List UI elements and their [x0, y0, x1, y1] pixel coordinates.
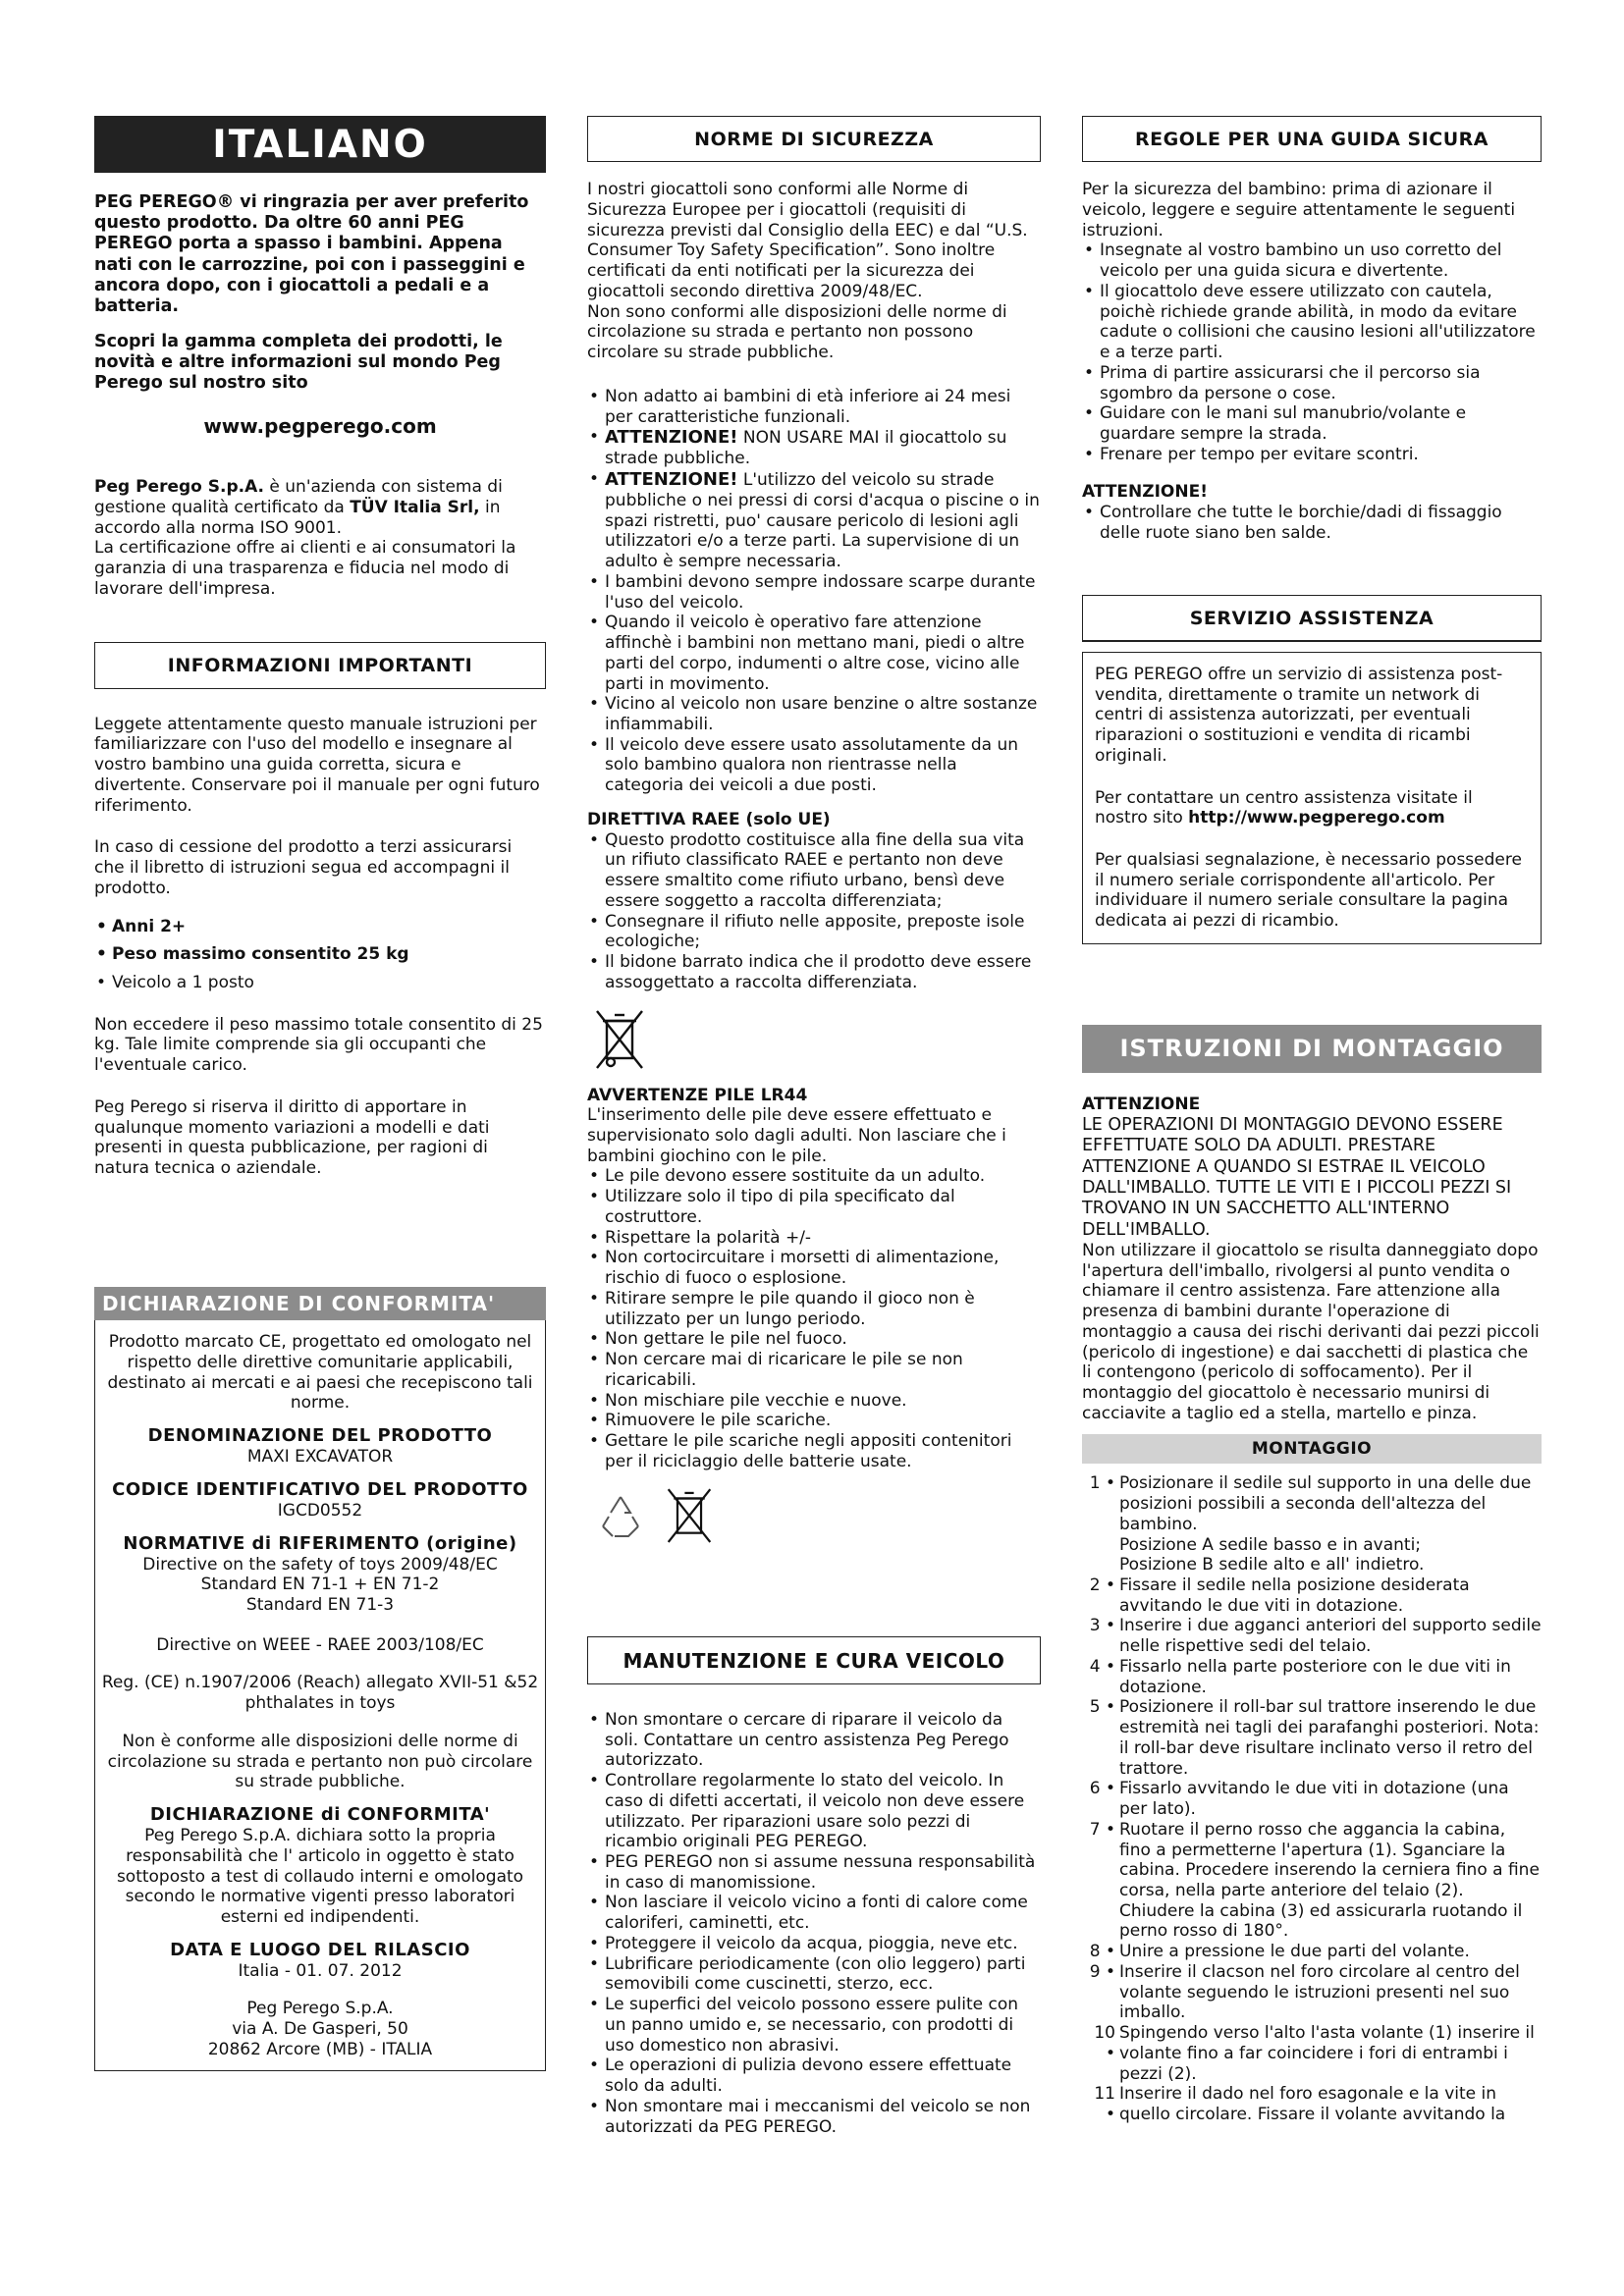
maintenance-item: • Proteggere il veicolo da acqua, pioggia, neve etc.	[587, 1934, 1041, 1954]
raee-item: • Il bidone barrato indica che il prodotto deve essere assoggettato a raccolta differenziata.	[587, 952, 1041, 992]
service-heading: SERVIZIO ASSISTENZA	[1083, 596, 1541, 641]
discover-text: Scopri la gamma completa dei prodotti, le novità e altre informazioni sul mondo Peg Perego sul nostro sito	[94, 331, 503, 394]
rule-item: • Frenare per tempo per evitare scontri.	[1082, 445, 1542, 465]
safe-driving-heading: REGOLE PER UNA GUIDA SICURA	[1082, 116, 1542, 162]
service-paragraph-3: Per qualsiasi segnalazione, è necessario possedere il numero seriale corrispondente all'articolo. Per individuare il numero seriale consultare la pagina dedicata ai pezzi di ricambio.	[1095, 849, 1522, 932]
battery-item: • Non mischiare pile vecchie e nuove.	[587, 1391, 1041, 1412]
battery-symbols	[595, 1485, 1041, 1550]
column-left	[94, 116, 546, 2071]
reach-regulation: Reg. (CE) n.1907/2006 (Reach) allegato XVII-51 &52 phthalates in toys	[101, 1673, 539, 1714]
conformity-label: DICHIARAZIONE di CONFORMITA'	[149, 1804, 491, 1826]
release-date-value: Italia - 01. 07. 2012	[238, 1960, 403, 1981]
maintenance-list	[587, 1710, 1041, 2137]
maintenance-item: • Controllare regolarmente lo stato del veicolo. In caso di difetti accertati, il veicolo non deve essere utilizzato. Per riparazioni usare solo pezzi di ricambio originali PEG PEREGO.	[587, 1771, 1041, 1852]
release-date-label: DATA E LUOGO DEL RILASCIO	[170, 1939, 470, 1960]
intro-text: PEG PEREGO® vi ringrazia per aver preferito questo prodotto. Da oltre 60 anni PEG PEREGO porta a spasso i bambini. Appena nati con le carrozzine, poi con i passeggini e ancora dopo, con i giocattoli a pedali e a batteria.	[94, 191, 529, 317]
assembly-warning: LE OPERAZIONI DI MONTAGGIO DEVONO ESSERE EFFETTUATE SOLO DA ADULTI. PRESTARE ATTENZIONE A QUANDO SI ESTRAE IL VEICOLO DALL'IMBALLO. TUTTE LE VITI E I PICCOLI PEZZI SI TROVANO IN UN SACCHETTO ALL'INTERNO DELL'IMBALLO.	[1082, 1114, 1512, 1240]
battery-item: • Non cercare mai di ricaricare le pile se non ricaricabili.	[587, 1350, 1041, 1390]
product-code-label: CODICE IDENTIFICATIVO DEL PRODOTTO	[112, 1478, 528, 1500]
safety-item: • Vicino al veicolo non usare benzine o altre sostanze infiammabili.	[587, 694, 1041, 734]
reference-norm-1: Directive on the safety of toys 2009/48/EC	[142, 1554, 498, 1575]
maintenance-item: • PEG PEREGO non si assume nessuna responsabilità in caso di manomissione.	[587, 1852, 1041, 1893]
assembly-attention: ATTENZIONE	[1082, 1095, 1201, 1115]
rules-list	[1082, 240, 1542, 464]
maintenance-item: • Lubrificare periodicamente (con olio leggero) parti semovibili come cuscinetti, sterzo, ecc.	[587, 1954, 1041, 1995]
info-paragraph-1: Leggete attentamente questo manuale istruzioni per familiarizzare con l'uso del modello e insegnare al vostro bambino una guida corretta, sicura e divertente. Conservare poi il manuale per ogni futuro riferimento.	[94, 714, 540, 816]
service-paragraph-2: Per contattare un centro assistenza visitate il nostro sito http://www.pegperego.com	[1095, 787, 1473, 828]
certification-text: La certificazione offre ai clienti e ai consumatori la garanzia di una trasparenza e fiducia nel modo di lavorare dell'impresa.	[94, 538, 516, 599]
spec-age: • Anni 2+	[94, 917, 546, 937]
battery-item: • Non cortocircuitare i morsetti di alimentazione, rischio di fuoco o esplosione.	[587, 1248, 1041, 1288]
battery-item: • Utilizzare solo il tipo di pila specificato dal costruttore.	[587, 1187, 1041, 1227]
declaration-box	[94, 1320, 546, 2070]
address-line-1: Peg Perego S.p.A.	[246, 1999, 394, 2019]
maintenance-item: • Non lasciare il veicolo vicino a fonti di calore come caloriferi, caminetti, etc.	[587, 1893, 1041, 1933]
assembly-step: 3 • Inserire i due agganci anteriori del supporto sedile nelle rispettive sedi del telaio.	[1089, 1616, 1542, 1657]
service-section	[1082, 595, 1542, 642]
safety-item: • I bambini devono sempre indossare scarpe durante l'uso del veicolo.	[587, 572, 1041, 613]
attention-heading: ATTENZIONE!	[1082, 482, 1208, 503]
crossed-bin-icon	[665, 1485, 714, 1548]
raee-item: • Questo prodotto costituisce alla fine della sua vita un rifiuto classificato RAEE e pertanto non deve essere smaltito come rifiuto urbano, bensì deve essere soggetto a raccolta differenziata;	[587, 830, 1041, 912]
position-b: Posizione B sedile alto e all' indietro.	[1119, 1555, 1425, 1575]
address-line-2: via A. De Gasperi, 50	[232, 2019, 408, 2040]
raee-list	[587, 830, 1041, 993]
maintenance-item: • Non smontare mai i meccanismi del veicolo se non autorizzati da PEG PEREGO.	[587, 2097, 1041, 2137]
assembly-step: 9 • Inserire il clacson nel foro circolare al centro del volante seguendo le istruzioni presenti nel suo imballo.	[1089, 1961, 1520, 2023]
info-paragraph-4: Peg Perego si riserva il diritto di apportare in qualunque momento variazioni a modelli e dati presenti in questa pubblicazione, per ragioni di natura tecnica o aziendale.	[94, 1096, 490, 1179]
language-title: ITALIANO	[94, 116, 546, 173]
product-code-value: IGCD0552	[277, 1500, 363, 1521]
attention-list	[1082, 503, 1542, 543]
crossed-bin-icon	[593, 1007, 646, 1074]
position-a: Posizione A sedile basso e in avanti;	[1119, 1534, 1422, 1555]
weee-directive: Directive on WEEE - RAEE 2003/108/EC	[156, 1634, 484, 1655]
spec-seats: • Veicolo a 1 posto	[94, 973, 546, 993]
assembly-step: 10 • Spingendo verso l'alto l'asta volante (1) inserire il volante fino a far coincidere i fori di entrambi i pezzi (2).	[1094, 2023, 1535, 2084]
assembly-step: 1 • Posizionare il sedile sul supporto in una delle due posizioni possibili a seconda dell'altezza del bambino. Posizione A sedile basso e in avanti; Posizione B sedile alto e all' indietro.	[1082, 1473, 1542, 1575]
safety-list	[587, 387, 1041, 796]
safety-item: • ATTENZIONE! NON USARE MAI il giocattolo su strade pubbliche.	[587, 427, 1041, 469]
company-name: Peg Perego S.p.A.	[94, 477, 265, 498]
rule-item: • Insegnate al vostro bambino un uso corretto del veicolo per una guida sicura e divertente.	[1082, 240, 1542, 281]
safety-item: • Non adatto ai bambini di età inferiore ai 24 mesi per caratteristiche funzionali.	[587, 387, 1041, 427]
battery-item: • Le pile devono essere sostituite da un adulto.	[587, 1166, 1041, 1187]
attention-item: • Controllare che tutte le borchie/dadi di fissaggio delle ruote siano ben salde.	[1082, 503, 1542, 543]
reference-norms-label: NORMATIVE di RIFERIMENTO (origine)	[123, 1532, 517, 1554]
info-paragraph-2: In caso di cessione del prodotto a terzi assicurarsi che il libretto di istruzioni segua ed accompagni il prodotto.	[94, 837, 513, 898]
declaration-intro: Prodotto marcato CE, progettato ed omologato nel rispetto delle direttive comunitarie applicabili, destinato ai mercati e ai paesi che recepiscono tali norme.	[107, 1332, 533, 1414]
montaggio-heading: MONTAGGIO	[1082, 1434, 1542, 1465]
service-paragraph-1: PEG PEREGO offre un servizio di assistenza post-vendita, direttamente o tramite un network di centri di assistenza autorizzati, per eventuali riparazioni o sostituzioni e vendita di ricambi originali.	[1095, 664, 1503, 766]
assembly-heading: ISTRUZIONI DI MONTAGGIO	[1082, 1025, 1542, 1073]
assembly-step: 5 • Posizionere il roll-bar sul trattore inserendo le due estremità nei tagli dei parafanghi posteriori. Nota: il roll-bar deve risultare inclinato verso il retro del trattore.	[1089, 1697, 1540, 1779]
spec-list	[94, 917, 546, 993]
rule-item: • Guidare con le mani sul manubrio/volante e guardare sempre la strada.	[1082, 403, 1542, 444]
reference-norm-2: Standard EN 71-1 + EN 71-2	[200, 1575, 440, 1595]
battery-item: • Ritirare sempre le pile quando il gioco non è utilizzato per un lungo periodo.	[587, 1289, 1041, 1329]
rule-item: • Prima di partire assicurarsi che il percorso sia sgombro da persone o cose.	[1082, 363, 1542, 403]
battery-item: • Gettare le pile scariche negli appositi contenitori per il riciclaggio delle batterie usate.	[587, 1431, 1041, 1471]
assembly-step: 2 • Fissare il sedile nella posizione desiderata avvitando le due viti in dotazione.	[1089, 1575, 1470, 1616]
column-middle	[587, 116, 1041, 2151]
safety-item: • Il veicolo deve essere usato assolutamente da un solo bambino qualora non rientrasse nella categoria dei veicoli a due posti.	[587, 735, 1041, 796]
battery-item: • Non gettare le pile nel fuoco.	[587, 1329, 1041, 1350]
safety-item: • Quando il veicolo è operativo fare attenzione affinchè i bambini non mettano mani, piedi o altre parti del corpo, indumenti o altre cose, vicino alle parti in movimento.	[587, 613, 1041, 694]
maintenance-item: • Le superfici del veicolo possono essere pulite con un panno umido e, se necessario, con prodotti di uso domestico non abrasivi.	[587, 1995, 1041, 2056]
info-paragraph-3: Non eccedere il peso massimo totale consentito di 25 kg. Tale limite comprende sia gli occupanti che l'eventuale carico.	[94, 1014, 543, 1076]
important-info-heading: INFORMAZIONI IMPORTANTI	[94, 642, 546, 688]
safety-paragraph-1: I nostri giocattoli sono conformi alle Norme di Sicurezza Europee per i giocattoli (requisiti di sicurezza previsti dal Consiglio della EEC) e dal “U.S. Consumer Toy Safety Specification”. Sono inoltre certificati da enti notificati per la sicurezza dei giocattoli secondo direttiva 2009/48/EC.	[587, 180, 1028, 301]
assembly-step: 7 • Ruotare il perno rosso che aggancia la cabina, fino a permetterne l'apertura (1). Sganciare la cabina. Procedere inserendo la cerniera fino a fine corsa, nella parte anteriore del telaio (2). Chiudere la cabina (3) ed assicurarla ruotando il perno rosso di 180°.	[1089, 1819, 1540, 1942]
company-certification: Peg Perego S.p.A. è un'azienda con sistema di gestione qualità certificato da TÜV Italia Srl, in accordo alla norma ISO 9001.	[94, 477, 503, 538]
product-name-value: MAXI EXCAVATOR	[246, 1447, 394, 1468]
raee-item: • Consegnare il rifiuto nelle apposite, preposte isole ecologiche;	[587, 912, 1041, 952]
website-link[interactable]: www.pegperego.com	[203, 413, 437, 438]
declaration-heading: DICHIARAZIONE DI CONFORMITA'	[94, 1287, 546, 1320]
assembly-step: 6 • Fissarlo avvitando le due viti in dotazione (una per lato).	[1089, 1779, 1509, 1820]
assembly-steps	[1082, 1473, 1542, 2125]
safety-heading: NORME DI SICUREZZA	[587, 116, 1041, 162]
maintenance-heading: MANUTENZIONE E CURA VEICOLO	[587, 1636, 1041, 1683]
address-line-3: 20862 Arcore (MB) - ITALIA	[207, 2039, 433, 2059]
safety-paragraph-2: Non sono conformi alle disposizioni delle norme di circolazione su strada e pertanto non possono circolare su strade pubbliche.	[587, 301, 1007, 363]
service-box	[1082, 652, 1542, 944]
product-name-label: DENOMINAZIONE DEL PRODOTTO	[147, 1425, 493, 1447]
weee-symbol	[593, 1007, 1041, 1076]
maintenance-item: • Non smontare o cercare di riparare il veicolo da soli. Contattare un centro assistenza Peg Perego autorizzato.	[587, 1710, 1041, 1771]
assembly-step: 8 • Unire a pressione le due parti del volante.	[1089, 1942, 1470, 1962]
service-website-link[interactable]: http://www.pegperego.com	[1188, 808, 1445, 828]
raee-heading: DIRETTIVA RAEE (solo UE)	[587, 809, 831, 829]
rule-item: • Il giocattolo deve essere utilizzato con cautela, poichè richiede grande abilità, in modo da evitare cadute o collisioni che causino lesioni all'utilizzatore e a terze parti.	[1082, 282, 1542, 363]
battery-heading: AVVERTENZE PILE LR44	[587, 1085, 808, 1105]
safety-item: • ATTENZIONE! L'utilizzo del veicolo su strade pubbliche o nei pressi di corsi d'acqua o piscine o in spazi ristretti, puo' causare pericolo di lesioni agli utilizzatori e/o a terze parti. La supervisione di un adulto è sempre necessaria.	[587, 469, 1041, 572]
battery-list	[587, 1166, 1041, 1471]
battery-item: • Rispettare la polarità +/-	[587, 1228, 1041, 1249]
conformity-text: Peg Perego S.p.A. dichiara sotto la propria responsabilità che l' articolo in oggetto è stato sottoposto a test di collaudo interni e omologato secondo le normative vigenti presso laboratori esterni ed indipendenti.	[116, 1826, 524, 1928]
battery-item: • Rimuovere le pile scariche.	[587, 1411, 1041, 1431]
assembly-step: 11 • Inserire il dado nel foro esagonale e la vite in quello circolare. Fissare il volante avvitando la	[1094, 2084, 1506, 2125]
reference-norm-3: Standard EN 71-3	[245, 1594, 395, 1615]
assembly-text: Non utilizzare il giocattolo se risulta danneggiato dopo l'apertura dell'imballo, rivolgersi al punto vendita o chiamare il centro assistenza. Fare attenzione alla presenza di bambini durante l'operazione di montaggio a causa dei rischi derivanti dai pezzi piccoli (pericolo di ingestione) e dai sacchetti di plastica che li contengono (pericolo di soffocamento). Per il montaggio del giocattolo è necessario munirsi di cacciavite a taglio ed a stella, martello e pinza.	[1082, 1240, 1540, 1423]
column-right	[1082, 116, 1542, 2125]
assembly-step: 4 • Fissarlo nella parte posteriore con le due viti in dotazione.	[1089, 1656, 1511, 1697]
maintenance-item: • Le operazioni di pulizia devono essere effettuate solo da adulti.	[587, 2056, 1041, 2096]
spec-max-weight: • Peso massimo consentito 25 kg	[94, 944, 546, 965]
rules-paragraph: Per la sicurezza del bambino: prima di azionare il veicolo, leggere e seguire attentamente le seguenti istruzioni.	[1082, 180, 1516, 240]
certifier-name: TÜV Italia Srl,	[350, 497, 480, 517]
recycle-icon	[595, 1491, 646, 1542]
road-notice: Non è conforme alle disposizioni delle norme di circolazione su strada e pertanto non può circolare su strade pubbliche.	[107, 1731, 533, 1792]
battery-paragraph: L'inserimento delle pile deve essere effettuato e supervisionato solo dagli adulti. Non lasciare che i bambini giochino con le pile.	[587, 1105, 1006, 1166]
